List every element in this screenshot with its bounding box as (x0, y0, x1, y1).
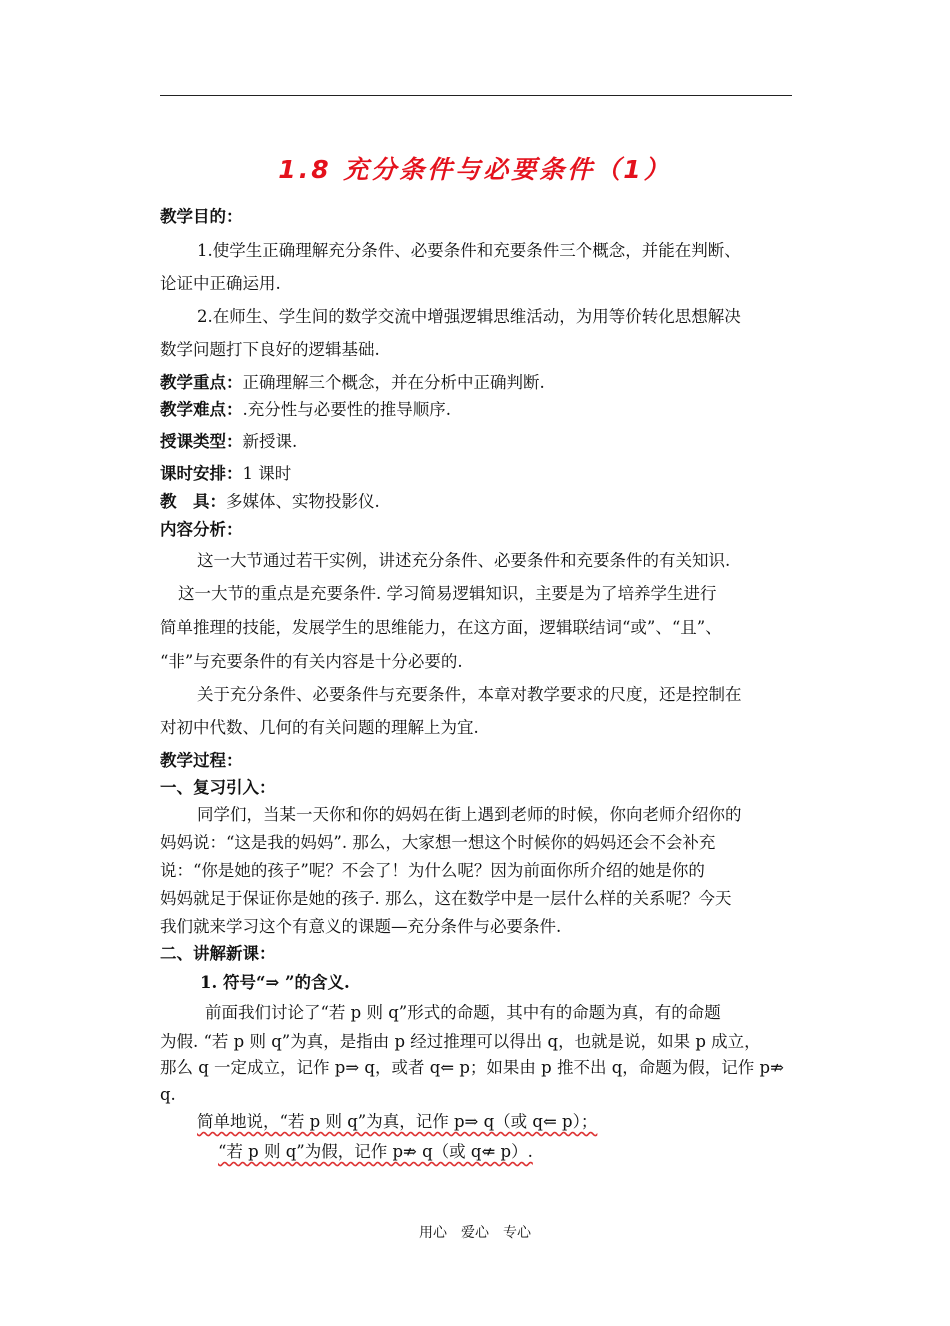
lesson-type-text: 新授课. (242, 432, 298, 451)
review-heading: 一、复习引入： (160, 778, 276, 797)
process-heading: 教学过程： (160, 751, 243, 770)
symbol-heading: 1. 符号“⇒ ”的含义. (200, 973, 350, 992)
objective-2-line-1: 2.在师生、学生间的数学交流中增强逻辑思维活动，为用等价转化思想解决 (197, 307, 741, 326)
hours-label: 课时安排： (160, 464, 243, 483)
hours-row (160, 463, 291, 485)
review-line-3: 说：“你是她的孩子”呢？不会了！为什么呢？因为前面你所介绍的她是你的 (160, 861, 705, 880)
analysis-line-6: 对初中代数、几何的有关问题的理解上为宜. (160, 718, 479, 737)
tools-row (160, 491, 380, 513)
hours-text: 1 课时 (242, 464, 292, 483)
review-line-5: 我们就来学习这个有意义的课题—充分条件与必要条件. (160, 917, 562, 936)
review-line-1: 同学们，当某一天你和你的妈妈在街上遇到老师的时候，你向老师介绍你的 (197, 805, 742, 824)
summary-line-1 (197, 1111, 597, 1133)
difficulty-text: .充分性与必要性的推导顺序. (242, 400, 451, 419)
focus-row (160, 372, 545, 394)
analysis-line-4: “非”与充要条件的有关内容是十分必要的. (160, 652, 463, 671)
new-lesson-line-1: 前面我们讨论了“若 p 则 q”形式的命题，其中有的命题为真，有的命题 (205, 1003, 721, 1022)
analysis-line-3: 简单推理的技能，发展学生的思维能力，在这方面，逻辑联结词“或”、“且”、 (160, 618, 722, 637)
new-lesson-line-2: 为假. “若 p 则 q”为真，是指由 p 经过推理可以得出 q，也就是说，如果 p 成立， (160, 1032, 761, 1051)
page-title: 1.8 充分条件与必要条件（1） (278, 155, 672, 184)
summary-line-2-text: “若 p 则 q”为假，记作 p⇏ q（或 q⇍ p）. (218, 1142, 533, 1161)
difficulty-label: 教学难点： (160, 400, 243, 419)
lesson-type-row (160, 431, 297, 453)
review-line-2: 妈妈说：“这是我的妈妈”. 那么，大家想一想这个时候你的妈妈还会不会补充 (160, 833, 716, 852)
objective-1-line-2: 论证中正确运用. (160, 274, 281, 293)
analysis-line-2: 这一大节的重点是充要条件. 学习简易逻辑知识，主要是为了培养学生进行 (178, 584, 717, 603)
objective-2-line-2: 数学问题打下良好的逻辑基础. (160, 340, 380, 359)
tools-label: 教 具： (160, 492, 226, 511)
new-lesson-heading: 二、讲解新课： (160, 944, 276, 963)
focus-label: 教学重点： (160, 373, 243, 392)
difficulty-row (160, 399, 451, 421)
objectives-heading: 教学目的： (160, 207, 243, 226)
summary-line-1-text: 简单地说，“若 p 则 q”为真，记作 p⇒ q（或 q⇐ p）； (197, 1112, 598, 1131)
analysis-heading: 内容分析： (160, 520, 243, 539)
header-rule (160, 95, 792, 96)
review-line-4: 妈妈就足于保证你是她的孩子. 那么，这在数学中是一层什么样的关系呢？今天 (160, 889, 732, 908)
new-lesson-line-3: 那么 q 一定成立，记作 p⇒ q，或者 q⇐ p；如果由 p 推不出 q，命题为假，记作 p⇏ (160, 1058, 784, 1077)
analysis-line-5: 关于充分条件、必要条件与充要条件，本章对教学要求的尺度，还是控制在 (197, 685, 742, 704)
summary-line-2 (218, 1141, 533, 1163)
lesson-type-label: 授课类型： (160, 432, 243, 451)
focus-text: 正确理解三个概念，并在分析中正确判断. (242, 373, 545, 392)
analysis-line-1: 这一大节通过若干实例，讲述充分条件、必要条件和充要条件的有关知识. (197, 551, 731, 570)
tools-text: 多媒体、实物投影仪. (226, 492, 380, 511)
objective-1-line-1: 1.使学生正确理解充分条件、必要条件和充要条件三个概念，并能在判断、 (197, 241, 741, 260)
page-footer: 用心 爱心 专心 (419, 1225, 531, 1241)
new-lesson-line-4: q. (160, 1085, 176, 1104)
